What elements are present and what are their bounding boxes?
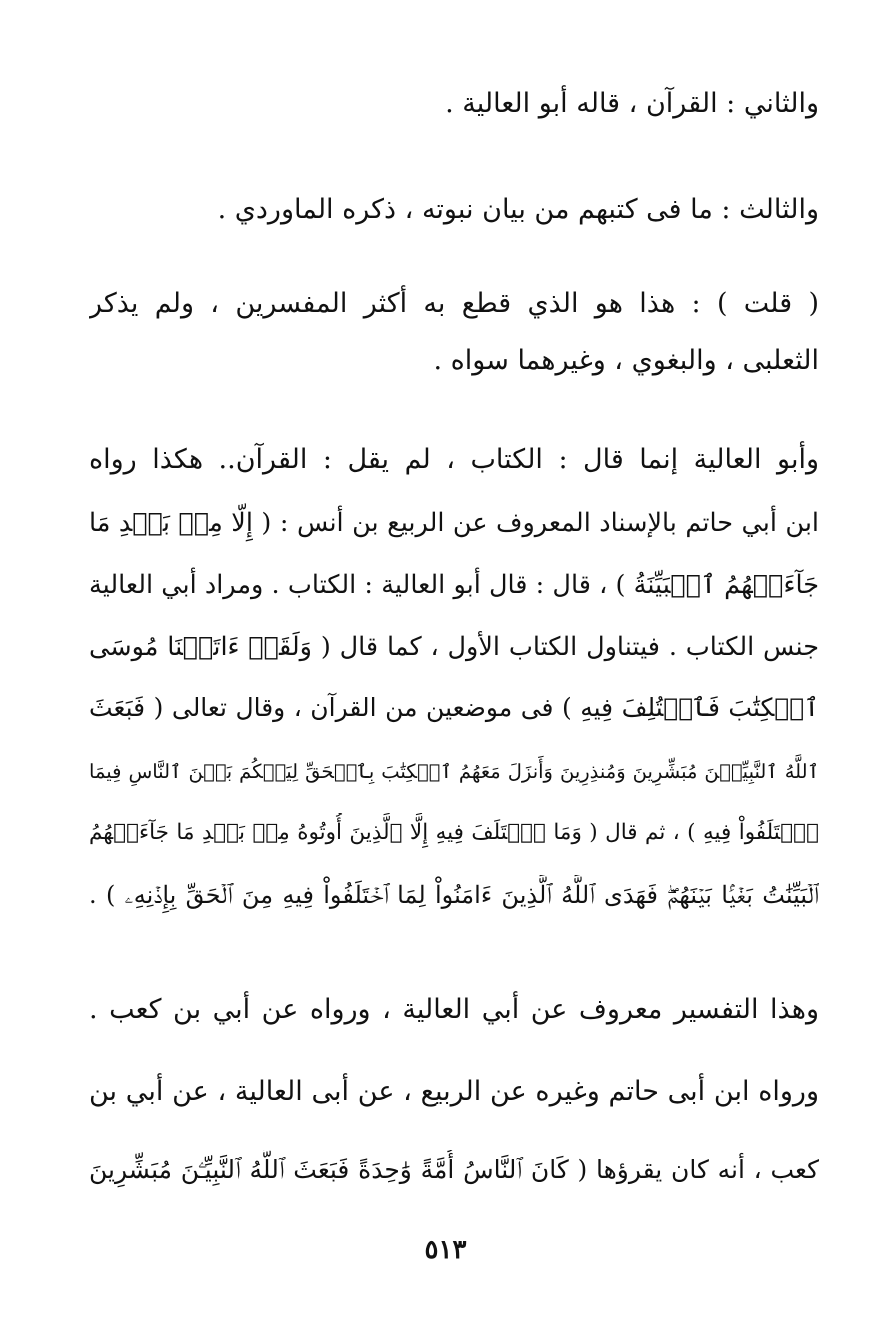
text-line: ٱلۡكِتَٰبَ فَٱخۡتُلِفَ فِيهِ ) فى موضعين من القرآن ، وقال تعالى ( فَبَعَثَ [89, 693, 819, 722]
text-line: والثالث : ما فى كتبهم من بيان نبوته ، ذكره الماوردي . [217, 194, 819, 225]
quran-line: ٱلۡبَيِّنَٰتُ بَغۡيَۢا بَيۡنَهُمۡۖ فَهَدَى ٱللَّهُ ٱلَّذِينَ ءَامَنُواْ لِمَا ٱخۡتَلَفُواْ فِيهِ مِنَ ٱلۡحَقِّ بِإِذۡنِهِۦ ) . [89, 881, 819, 909]
page-number: ٥١٣ [424, 1235, 467, 1265]
text-line: وأبو العالية إنما قال : الكتاب ، لم يقل : القرآن.. هكذا رواه [89, 444, 819, 475]
text-line: جنس الكتاب . فيتناول الكتاب الأول ، كما قال ( وَلَقَدۡ ءَاتَيۡنَا مُوسَى [89, 632, 819, 662]
text-line: الثعلبى ، والبغوي ، وغيرهما سواه . [433, 345, 819, 376]
text-line: ٱخۡتَلَفُواْ فِيهِ ) ، ثم قال ( وَمَا ٱخۡتَلَفَ فِيهِ إِلَّا ٱلَّذِينَ أُوتُوهُ مِنۢ بَعۡدِ مَا جَآءَتۡهُمُ [89, 820, 819, 845]
text-line: ( قلت ) : هذا هو الذي قطع به أكثر المفسرين ، ولم يذكر [89, 288, 819, 319]
text-line: كعب ، أنه كان يقرؤها ( كَانَ ٱلنَّاسُ أُمَّةً وَٰحِدَةً فَبَعَثَ ٱللَّهُ ٱلنَّبِيِّـۧنَ مُبَشِّرِينَ [89, 1155, 819, 1184]
quran-line: ٱللَّهُ ٱلنَّبِيِّـۧنَ مُبَشِّرِينَ وَمُنذِرِينَ وَأَنزَلَ مَعَهُمُ ٱلۡكِتَٰبَ بِٱلۡحَقِّ لِيَحۡكُمَ بَيۡنَ ٱلنَّاسِ فِيمَا [89, 760, 819, 783]
text-line: ابن أبي حاتم بالإسناد المعروف عن الربيع بن أنس : ( إِلَّا مِنۢ بَعۡدِ مَا [89, 508, 819, 538]
text-line: ورواه ابن أبى حاتم وغيره عن الربيع ، عن أبى العالية ، عن أبي بن [89, 1076, 819, 1107]
text-line: جَآءَتۡهُمُ ٱلۡبَيِّنَةُ ) ، قال : قال أبو العالية : الكتاب . ومراد أبي العالية [89, 570, 819, 600]
text-line: والثاني : القرآن ، قاله أبو العالية . [445, 88, 819, 119]
text-line: وهذا التفسير معروف عن أبي العالية ، ورواه عن أبي بن كعب . [89, 994, 819, 1025]
